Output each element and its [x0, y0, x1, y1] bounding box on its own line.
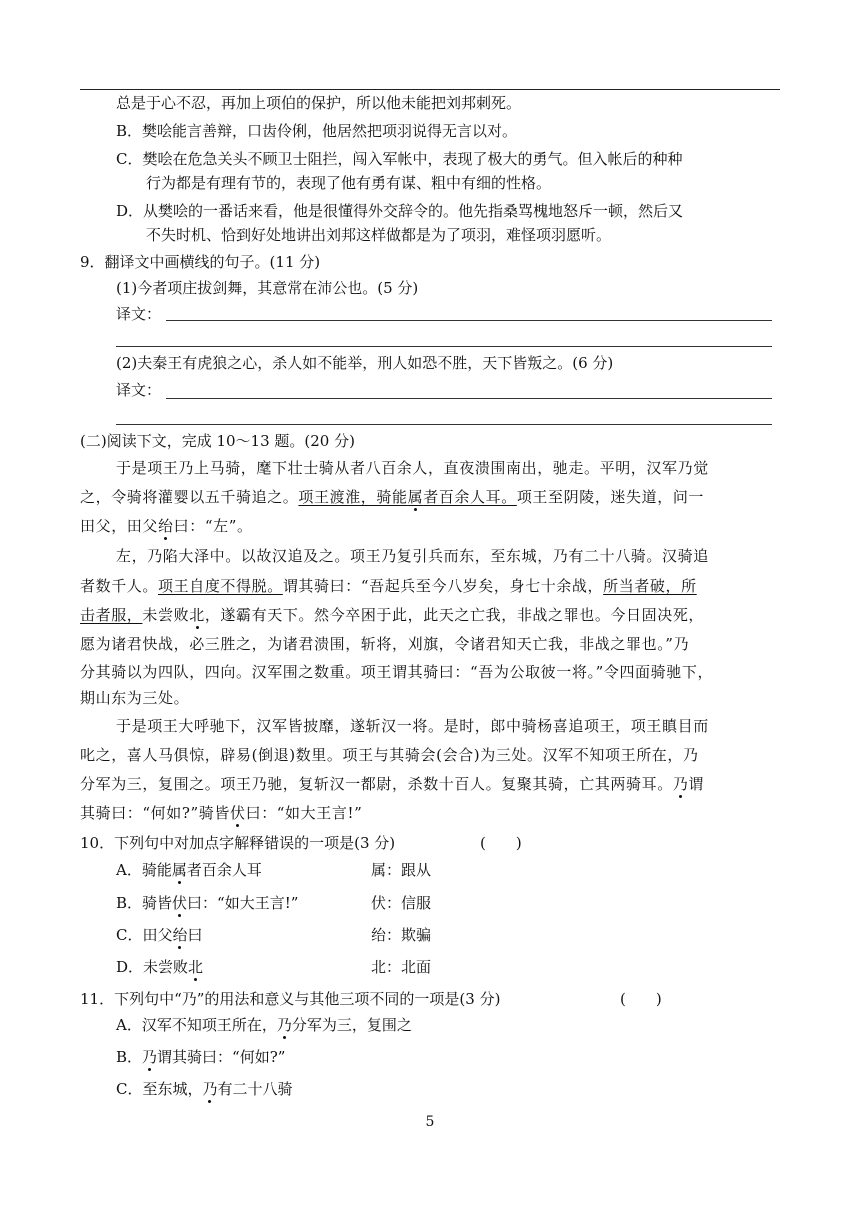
passage-p2-line3: 击者服，未尝败北，遂霸有天下。然今卒困于此，此天之亡我，非战之罪也。今日固决死， [80, 606, 705, 624]
q9-answer-label-2: 译文： [116, 381, 162, 399]
q10-stem: 10．下列句中对加点字解释错误的一项是(3 分) [80, 834, 396, 852]
q11-answer-paren[interactable]: ( ) [620, 990, 662, 1008]
q11-option-a[interactable]: A．汉军不知项王所在，乃分军为三，复围之 [116, 1016, 412, 1034]
q8-option-d-line1: D．从樊哙的一番话来看，他是很懂得外交辞令的。他先指桑骂槐地怒斥一顿，然后又 [116, 202, 684, 220]
passage-p3-line3: 分军为三，复围之。项王乃驰，复斩汉一都尉，杀数十百人。复聚其骑，亡其两骑耳。乃谓 [80, 775, 705, 793]
passage-p1-line2: 之，令骑将灌婴以五千骑追之。项王渡淮，骑能属者百余人耳。项王至阴陵，迷失道，问一 [80, 488, 705, 506]
q9-answer-line-2a[interactable] [166, 398, 772, 399]
passage-p1-line3: 田父，田父绐曰：“左”。 [80, 517, 253, 535]
passage-p3-line2: 叱之，喜人马俱惊，辟易(倒退)数里。项王与其骑会(会合)为三处。汉军不知项王所在，乃 [80, 746, 699, 764]
q10-option-c-gloss: 绐：欺骗 [371, 926, 432, 944]
dotted-char-nai: 乃 [672, 775, 689, 793]
q8-option-d-line2: 不失时机、恰到好处地讲出刘邦这样做都是为了项羽，难怪项羽愿听。 [146, 226, 612, 244]
q10-option-c[interactable]: C．田父绐曰 [116, 926, 203, 944]
underlined-sentence-1: 项王渡淮，骑能属者百余人耳。 [298, 488, 517, 506]
q9-sentence-1: (1)今者项庄拔剑舞，其意常在沛公也。(5 分) [116, 279, 419, 297]
page-number: 5 [425, 1114, 435, 1130]
q10-answer-paren[interactable]: ( ) [480, 834, 522, 852]
section2-heading: (二)阅读下文，完成 10～13 题。(20 分) [80, 432, 355, 450]
q10-option-d[interactable]: D．未尝败北 [116, 958, 204, 976]
passage-p1-line1: 于是项王乃上马骑，麾下壮士骑从者八百余人，直夜溃围南出，驰走。平明，汉军乃觉 [116, 459, 709, 477]
q10-option-b[interactable]: B．骑皆伏曰：“如大王言!” [116, 894, 299, 912]
q9-sentence-2: (2)夫秦王有虎狼之心，杀人如不能举，刑人如恐不胜，天下皆叛之。(6 分) [116, 354, 614, 372]
passage-p2-line6: 期山东为三处。 [80, 689, 190, 707]
q9-answer-label-1: 译文： [116, 305, 162, 323]
q9-answer-line-2b[interactable] [116, 424, 772, 425]
q9-stem: 9．翻译文中画横线的句子。(11 分) [80, 253, 321, 271]
q8-option-c-line1: C．樊哙在危急关头不顾卫士阻拦，闯入军帐中，表现了极大的勇气。但入帐后的种种 [116, 150, 683, 168]
q11-option-c[interactable]: C．至东城，乃有二十八骑 [116, 1080, 293, 1098]
passage-p3-line1: 于是项王大呼驰下，汉军皆披靡，遂斩汉一将。是时，郎中骑杨喜追项王，项王瞋目而 [116, 717, 709, 735]
q10-option-a[interactable]: A．骑能属者百余人耳 [116, 861, 262, 879]
q11-stem: 11．下列句中“乃”的用法和意义与其他三项不同的一项是(3 分) [80, 990, 501, 1008]
passage-p2-line4: 愿为诸君快战，必三胜之，为诸君溃围，斩将，刈旗，令诸君知天亡我，非战之罪也。”乃 [80, 635, 690, 653]
dotted-char-bei: 北 [189, 606, 205, 624]
q10-option-d-gloss: 北：北面 [371, 958, 432, 976]
dotted-char-shu: 属 [407, 488, 424, 506]
q8-option-c-line2: 行为都是有理有节的，表现了他有勇有谋、粗中有细的性格。 [146, 174, 552, 192]
q10-option-b-gloss: 伏：信服 [371, 894, 432, 912]
underlined-sentence-3b: 击者服， [80, 606, 143, 624]
dotted-char-dai: 绐 [158, 517, 174, 535]
dotted-char-fu: 伏 [229, 804, 246, 822]
q10-option-a-gloss: 属：跟从 [371, 861, 432, 879]
q8-option-b: B．樊哙能言善辩，口齿伶俐，他居然把项羽说得无言以对。 [116, 122, 518, 140]
underlined-sentence-2: 项王自度不得脱。 [158, 577, 283, 595]
passage-p3-line4: 其骑曰：“何如?”骑皆伏曰：“如大王言!” [80, 804, 363, 822]
underlined-sentence-3a: 所当者破，所 [603, 577, 697, 595]
passage-p2-line2: 者数千人。项王自度不得脱。谓其骑曰：“吾起兵至今八岁矣，身七十余战，所当者破，所 [80, 577, 697, 595]
q8-option-a-continued: 总是于心不忍，再加上项伯的保护，所以他未能把刘邦刺死。 [116, 94, 522, 112]
passage-p2-line1: 左，乃陷大泽中。以故汉追及之。项王乃复引兵而东，至东城，乃有二十八骑。汉骑追 [116, 547, 709, 565]
q9-answer-line-1a[interactable] [166, 320, 772, 321]
q9-answer-line-1b[interactable] [116, 346, 772, 347]
q11-option-b[interactable]: B．乃谓其骑曰：“何如?” [116, 1048, 286, 1066]
header-rule [80, 89, 780, 90]
passage-p2-line5: 分其骑以为四队，四向。汉军围之数重。项王谓其骑曰：“吾为公取彼一将。”令四面骑驰下， [80, 663, 714, 681]
